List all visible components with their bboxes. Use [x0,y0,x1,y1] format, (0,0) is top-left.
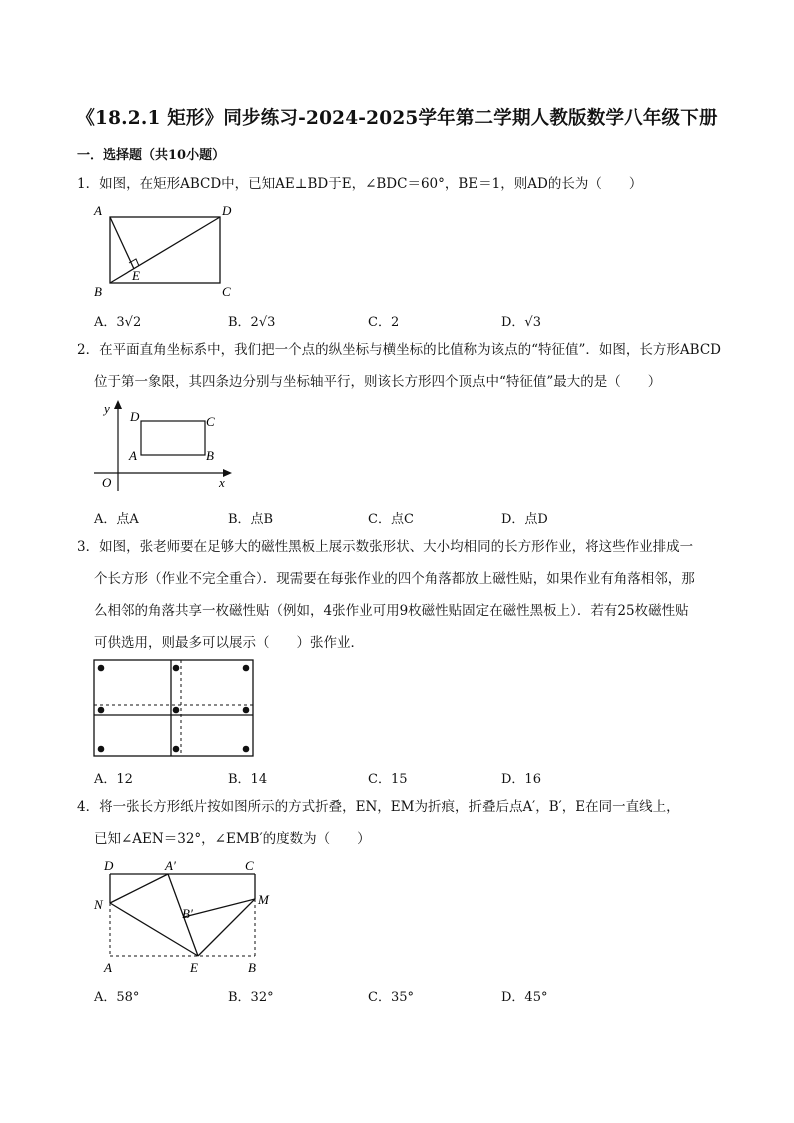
question-number: 2． [77,342,100,358]
question-number: 3． [77,539,100,555]
label-n: N [94,897,103,912]
label-y: y [104,401,110,416]
option-c[interactable]: C．点C [368,512,414,527]
page-title: 《18.2.1 矩形》同步练习-2024-2025学年第二学期人教版数学八年级下册 [76,108,718,129]
label-x: x [219,475,225,490]
section-heading: 一．选择题（共10小题） [77,148,226,163]
option-d[interactable]: D．√3 [501,315,541,330]
label-d: D [104,858,114,873]
option-d[interactable]: D．45° [501,990,548,1005]
option-a[interactable]: A．3√2 [94,315,142,330]
question-3-line-4: 可供选用，则最多可以展示（ ）张作业． [94,635,364,651]
label-e: E [190,960,198,975]
question-3 [77,537,693,557]
option-a[interactable]: A．点A [94,512,139,527]
option-d[interactable]: D．点D [501,512,548,527]
label-a: A [94,203,102,218]
label-a-prime: A′ [165,858,176,873]
question-3-line-2: 个长方形（作业不完全重合）．现需要在每张作业的四个角落都放上磁性贴，如果作业有角落相邻，那 [94,571,695,587]
label-o: O [102,475,112,490]
label-e: E [132,268,140,283]
figure-folded-paper [90,856,280,978]
question-text-line-1: 将一张长方形纸片按如图所示的方式折叠，EN，EM为折痕，折叠后点A′，B′，E在同一直线上， [99,799,680,815]
figure-coordinate-rectangle [90,396,240,494]
label-b: B [94,284,102,299]
label-b-prime: B′ [182,906,193,921]
question-1 [77,174,642,194]
question-2-line-2: 位于第一象限，其四条边分别与坐标轴平行，则该长方形四个顶点中“特征值”最大的是（ ） [94,374,662,390]
label-b: B [248,960,256,975]
option-c[interactable]: C．15 [368,772,408,787]
label-m: M [258,892,269,907]
option-b[interactable]: B．32° [228,990,274,1005]
question-4-line-2: 已知∠AEN＝32°，∠EMB′的度数为（ ） [94,831,371,847]
option-a[interactable]: A．58° [94,990,140,1005]
option-d[interactable]: D．16 [501,772,541,787]
question-number: 1． [77,176,100,192]
label-a: A [104,960,112,975]
question-text: 如图，在矩形ABCD中，已知AE⊥BD于E，∠BDC＝60°，BE＝1，则AD的长为（ ） [99,176,643,192]
question-4 [77,797,680,817]
question-3-line-3: 么相邻的角落共享一枚磁性贴（例如，4张作业可用9枚磁性贴固定在磁性黑板上）．若有25枚磁性贴 [94,603,689,619]
option-b[interactable]: B．2√3 [228,315,276,330]
option-b[interactable]: B．点B [228,512,274,527]
option-a[interactable]: A．12 [94,772,133,787]
label-a: A [129,448,137,463]
question-text-line-1: 如图，张老师要在足够大的磁性黑板上展示数张形状、大小均相同的长方形作业，将这些作业排成一 [99,539,694,555]
label-c: C [245,858,254,873]
option-c[interactable]: C．2 [368,315,400,330]
figure-magnet-grid [90,656,260,762]
label-c: C [206,414,215,429]
label-d: D [130,409,140,424]
label-c: C [222,284,231,299]
label-b: B [206,448,214,463]
option-b[interactable]: B．14 [228,772,268,787]
question-2 [77,340,721,360]
question-text-line-1: 在平面直角坐标系中，我们把一个点的纵坐标与横坐标的比值称为该点的“特征值”．如图，长方形ABCD [99,342,721,358]
label-d: D [222,203,232,218]
option-c[interactable]: C．35° [368,990,414,1005]
figure-rectangle-abcd [88,200,248,302]
question-number: 4． [77,799,100,815]
